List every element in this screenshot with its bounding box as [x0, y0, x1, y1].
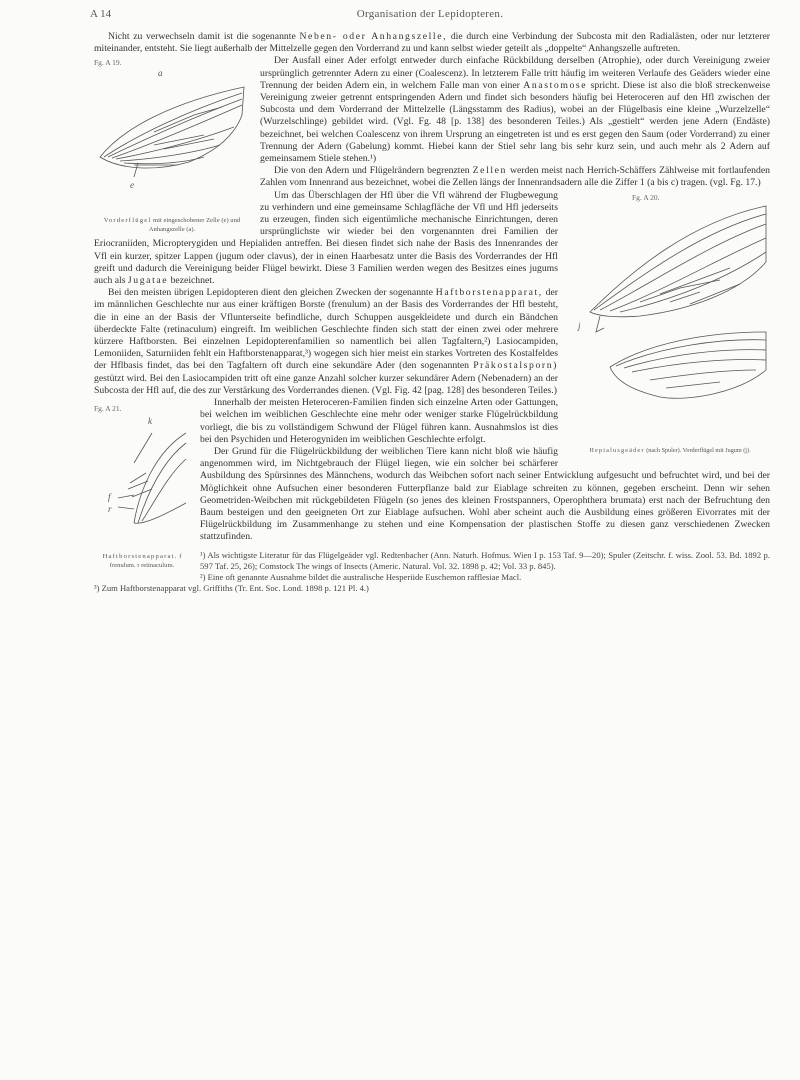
main-text: [94, 31, 770, 594]
footnote-3: ³) Zum Haftborstenapparat vgl. Griffiths (Tr. Ent. Soc. Lond. 1898 p. 121 Pl. 4.): [94, 582, 369, 593]
figure-a21-caption: Haftborstenapparat. f frenulum. r retinaculum.: [102, 553, 182, 569]
figure-a21-letter-f: f: [108, 492, 111, 503]
footnote-2: ²) Eine oft genannte Ausnahme bildet die australische Hesperiide Euschemon rafflesiae Macl.: [200, 571, 522, 582]
paragraph-3: Die von den Adern und Flügelrändern begrenzten Zellen werden meist nach Herrich-Schäffers Zählweise mit fortlaufenden Zahlen vom Innenrand aus bezeichnet, wobei die Zellen längs der Innenrandsadern alle die Ziffer 1 (a bis c) tragen. (vgl. Fg. 17.): [260, 165, 771, 189]
figure-a21-label: Fg. A 21.: [94, 404, 122, 414]
figure-a20-letter-j: j: [578, 320, 581, 331]
figure-a20-label: Fg. A 20.: [632, 192, 660, 202]
paragraph-7: Der Grund für die Flügelrückbildung der weiblichen Tiere kann nicht bloß wie häufig angenommen wird, im Nichtgebrauch der Flügel liegen, wie ein solcher bei schärferer Ausbildung des Spürsinnes des Männchens, wodurch das Weibchen sofort nach seiner Entwicklung aufgesucht und befruchtet wird, und bei der Möglichkeit ohne Aufsuchen einer besonderen Futterpflanze bald zur Eiablage schreiten zu können, gegeben erscheint. Denn wir sehen Geometriden-Weibchen mit rückgebildeten Flügeln (so jenes des kleinen Frostspanners, Operophthera brumata) erst nach der Befruchtung den Baum besteigen und den geeigneten Ort zur Eiablage aufsuchen. Wohl aber scheint auch die Ausbildung eines größeren Eivorrates mit der Flügelrückbildung im Zusammenhange zu stehen und eine Kompensation der plastischen Stoffe zu diesen ganz verschiedenen Zwecken stattzufinden.: [200, 445, 770, 543]
forewing-venation-diagram: [94, 57, 250, 217]
figure-a21-letter-k: k: [148, 416, 152, 427]
figure-a21: [94, 403, 190, 570]
running-title: Organisation der Lepidopteren.: [356, 8, 504, 20]
hepialus-venation-diagram: [570, 192, 770, 447]
footnote-1: ¹) Als wichtigste Literatur für das Flügelgeäder vgl. Redtenbacher (Ann. Naturh. Hofmus. Wien I p. 153 Taf. 9—20); Spuler (Zeitschr. f. wiss. Zool. 53. Bd. 1892 p. 597 Taf. 25, 26); Comstock The wings of Insects (Americ. Natural. Vol. 32. 1898 p. 42; Vol. 33 p. 845).: [200, 549, 770, 571]
paragraph-1: Nicht zu verwechseln damit ist die sogenannte Neben- oder Anhangszelle, die durch eine Verbindung der Subcosta mit den Radialästen, oder nur letzterer miteinander, entsteht. Sie liegt außerhalb der Mittelzelle gegen den Vorderrand zu und kann selbst wieder geteilt als „doppelte“ Anhangszelle auftreten.: [94, 31, 771, 55]
paragraph-4: Um das Überschlagen der Hfl über die Vfl während der Flugbewegung zu verhindern und eine gemeinsame Schlagfläche der Vfl und Hfl jederseits zu erzeugen, finden sich eigentümliche mechanische Einrichtungen, deren ursprünglichste wir wieder bei den vorgenannten drei Familien der Eriocraniiden, Micropterygiden und Hepialiden antreffen. Bei diesen findet sich nahe der Basis des Innenrandes der Vfl ein kurzer, spitzer Lappen (jugum oder clavus), der in einen Haarbesatz unter die Basis des Vorderrandes der Hfl greift und dadurch die Vereinigung beider Flügel bewirkt. Diese 3 Familien werden wegen des Besitzes eines jugums auch als Jugatae bezeichnet.: [94, 189, 558, 287]
figure-a19-letter-e: e: [130, 180, 134, 191]
figure-a21-letter-r: r: [108, 504, 112, 515]
figure-a19-caption: Vorderflügel mit eingeschobener Zelle (e) und Anhangszelle (a).: [103, 217, 241, 233]
page-header: [90, 8, 770, 24]
figure-a19-label: Fg. A 19.: [94, 58, 122, 68]
page-number: A 14: [90, 8, 112, 20]
footnotes: [94, 550, 770, 594]
paragraph-2: Der Ausfall einer Ader erfolgt entweder durch einfache Rückbildung derselben (Atrophie), oder durch Vereinigung zweier ursprünglich getrennter Adern zu einer (Coalescenz). In letzterem Falle tritt häufig im weiteren Verlaufe des Geäders wieder eine Trennung der beiden Adern ein, in welchem Falle man von einer Anastomose spricht. Diese ist also die bloß streckenweise Vereinigung zweier getrennt entspringenden Adern und findet sich besonders häufig bei Heteroceren auf den Hfl zwischen der Subcosta und dem Vorderrand der Mittelzelle (Längsstamm des Radius), wobei an der Flügelbasis eine kleine „Wurzelzelle“ (Wurzelschlinge) gebildet wird. (Vgl. Fg. 48 [p. 138] des besonderen Teiles.) Als „gestielt“ werden jene Adern (Endäste) bezeichnet, bei welchen Coalescenz von ihrem Ursprung an eingetreten ist und es erst gegen den Saum (oder Vorderrand) zu einer Trennung der Adern (Gabelung) kommt. Hiebei kann der Stiel sehr lang bis sehr kurz sein, und auch mehr als 2 Adern auf gemeinsamem Stiele stehen.¹): [260, 55, 771, 165]
figure-a20-caption: Hepialusgeäder (nach Spuler). Vorderflügel mit Jugum (j).: [589, 446, 751, 454]
frenulum-retinaculum-diagram: [94, 403, 190, 553]
figure-a19: [94, 57, 250, 234]
paragraph-6: Innerhalb der meisten Heteroceren-Familien finden sich einzelne Arten oder Gattungen, bei welchen im weiblichen Geschlechte eine mehr oder weniger starke Flügelrückbildung vorliegt, die bis zu vollständigem Schwund der Flügel führen kann. Ausnahmslos ist dies bei den Psychiden und Heterogyniden im weiblichen Geschlechte erfolgt.: [200, 397, 558, 445]
figure-a20: [570, 192, 770, 456]
paragraph-5: Bei den meisten übrigen Lepidopteren dient den gleichen Zwecken der sogenannte Haftborstenapparat, der im männlichen Geschlechte nur aus einer kräftigen Borste (frenulum) an der Basis des Vorderrandes der Hfl besteht, die in eine an der Basis der Vflunterseite befindliche, durch Schuppen ausgekleidete und durch ein Bändchen überdeckte Falte (retinaculum) eingreift. Im weiblichen Geschlechte finden sich statt der einen zwei oder mehrere kürzere Haftborsten. Bei einzelnen Lepidopterenfamilien so namentlich bei allen Tagfaltern,²) Lasiocampiden, Lemoniiden, Saturniiden fehlt ein Haftborstenapparat,³) wogegen sich hier meist ein starkes Vortreten des Kostalfeldes der Hflbasis findet, das bei den Tagfaltern oft durch eine sekundäre Ader (den sogenannten Präkostalsporn) gestützt wird. Bei den Lasiocampiden tritt oft eine ganze Anzahl solcher kurzer sekundärer Adern (Nebenadern) an der Subcosta der Hfl auf, die des zur Verstärkung des Vorderrandes dienen. (Vgl. Fig. 42 [pag. 128] des besonderen Teiles.): [94, 287, 558, 396]
figure-a19-letter-a: a: [158, 68, 163, 79]
